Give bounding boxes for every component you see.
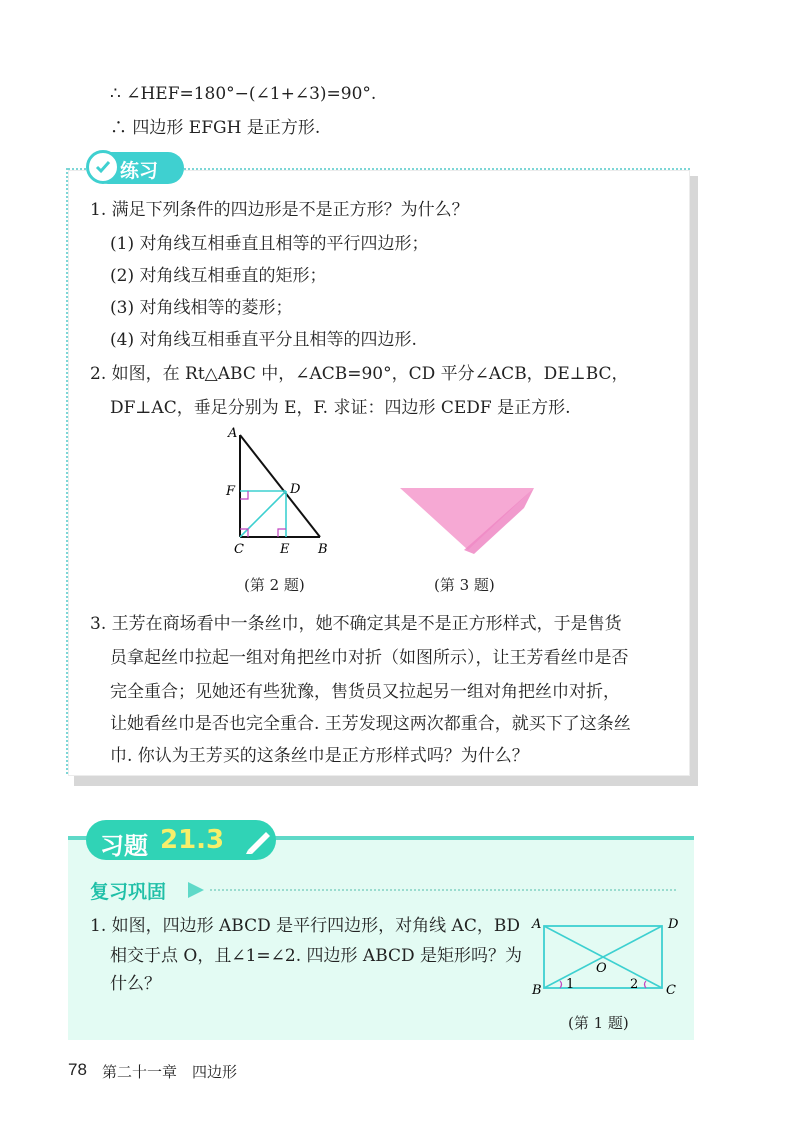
exercise-title: 练习 [120,160,159,182]
pencil-icon [244,826,274,854]
exercise-q3-line: 巾. 你认为王芳买的这条丝巾是正方形样式吗？为什么？ [110,746,529,766]
figure-1-caption: (第 1 题) [568,1014,629,1032]
label-e: E [280,542,290,557]
proof-line-1: ∴ ∠HEF=180°−(∠1+∠3)=90°. [110,84,377,104]
label-b: B [318,542,328,557]
angle-1-label: 1 [566,977,575,992]
review-divider [210,889,676,891]
label-d: D [668,917,679,932]
angle-2-label: 2 [630,977,639,992]
label-f: F [226,484,236,499]
exercise-q3-line: 3. 王芳在商场看中一条丝巾，她不确定其是不是正方形样式，于是售货 [90,614,622,634]
figure-1-diagram [530,912,690,1002]
figure-3-caption: (第 3 题) [434,576,495,594]
review-title: 复习巩固 [90,881,167,903]
homework-number: 21.3 [160,825,225,855]
exercise-q1: 1. 满足下列条件的四边形是不是正方形？为什么？ [90,200,469,220]
label-a: A [532,917,542,932]
exercise-q3-line: 完全重合；见她还有些犹豫，售货员又拉起另一组对角把丝巾对折， [110,682,620,702]
chapter-title: 第二十一章 四边形 [102,1063,238,1081]
homework-q1-line: 相交于点 O，且∠1=∠2. 四边形 ABCD 是矩形吗？为 [110,946,523,966]
label-o: O [596,961,607,976]
homework-label: 习题 [100,832,148,860]
proof-line-2: ∴ 四边形 EFGH 是正方形. [110,118,321,138]
exercise-left-border [66,168,68,774]
exercise-q1-item: (2) 对角线互相垂直的矩形； [110,266,327,286]
exercise-q1-item: (4) 对角线互相垂直平分且相等的四边形. [110,330,417,350]
exercise-q3-line: 员拿起丝巾拉起一组对角把丝巾对折（如图所示），让王芳看丝巾是否 [110,648,629,668]
arrow-icon [186,880,206,900]
label-d: D [290,482,301,497]
scarf-illustration [398,486,538,556]
homework-q1-line: 1. 如图，四边形 ABCD 是平行四边形，对角线 AC，BD [90,916,520,936]
exercise-q2-line2: DF⊥AC，垂足分别为 E，F. 求证：四边形 CEDF 是正方形. [110,398,571,418]
page-number: 78 [68,1060,87,1079]
figure-2-caption: (第 2 题) [244,576,305,594]
exercise-q1-item: (3) 对角线相等的菱形； [110,298,293,318]
label-b: B [532,983,542,998]
homework-q1-line: 什么？ [110,974,161,994]
exercise-q2-line1: 2. 如图，在 Rt△ABC 中，∠ACB=90°，CD 平分∠ACB，DE⊥BC， [90,364,629,384]
exercise-icon [86,150,120,184]
label-c: C [234,542,244,557]
figure-2-diagram [220,425,350,560]
label-a: A [228,426,238,441]
exercise-q1-item: (1) 对角线互相垂直且相等的平行四边形； [110,234,429,254]
label-c: C [666,983,676,998]
exercise-q3-line: 让她看丝巾是否也完全重合. 王芳发现这两次都重合，就买下了这条丝 [110,714,631,734]
